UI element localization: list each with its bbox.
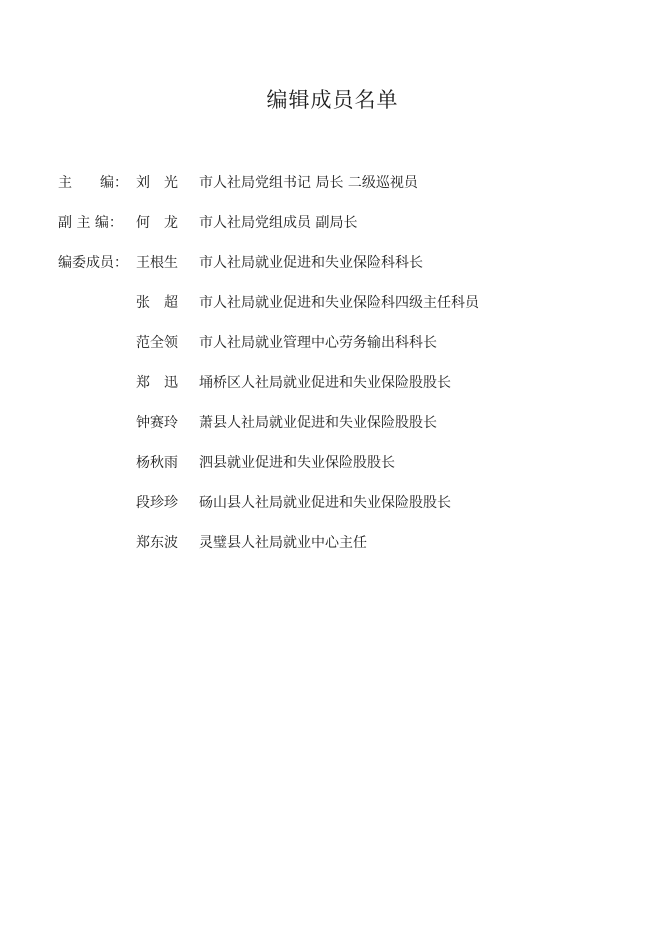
member-position: 市人社局就业促进和失业保险科四级主任科员	[199, 295, 479, 311]
member-role: 副 主 编：	[58, 215, 123, 231]
member-position: 市人社局党组成员 副局长	[199, 215, 358, 231]
page-title: 编辑成员名单	[266, 88, 399, 112]
member-name: 范全领	[136, 335, 178, 351]
member-name: 刘 光	[136, 175, 178, 191]
member-name: 段珍珍	[136, 495, 178, 511]
member-position: 萧县人社局就业促进和失业保险股股长	[199, 415, 437, 431]
member-position: 埇桥区人社局就业促进和失业保险股股长	[199, 375, 451, 391]
member-role: 主 编：	[58, 175, 128, 191]
member-position: 泗县就业促进和失业保险股股长	[199, 455, 395, 471]
member-name: 何 龙	[136, 215, 178, 231]
member-name: 王根生	[136, 255, 178, 271]
member-position: 灵璧县人社局就业中心主任	[199, 535, 367, 551]
member-position: 砀山县人社局就业促进和失业保险股股长	[199, 495, 451, 511]
member-role: 编委成员：	[58, 255, 128, 271]
member-position: 市人社局就业管理中心劳务输出科科长	[199, 335, 437, 351]
member-name: 钟赛玲	[136, 415, 178, 431]
member-position: 市人社局就业促进和失业保险科科长	[199, 255, 423, 271]
member-name: 郑东波	[136, 535, 178, 551]
member-position: 市人社局党组书记 局长 二级巡视员	[199, 175, 418, 191]
member-name: 杨秋雨	[136, 455, 178, 471]
member-name: 张 超	[136, 295, 178, 311]
member-name: 郑 迅	[136, 375, 178, 391]
